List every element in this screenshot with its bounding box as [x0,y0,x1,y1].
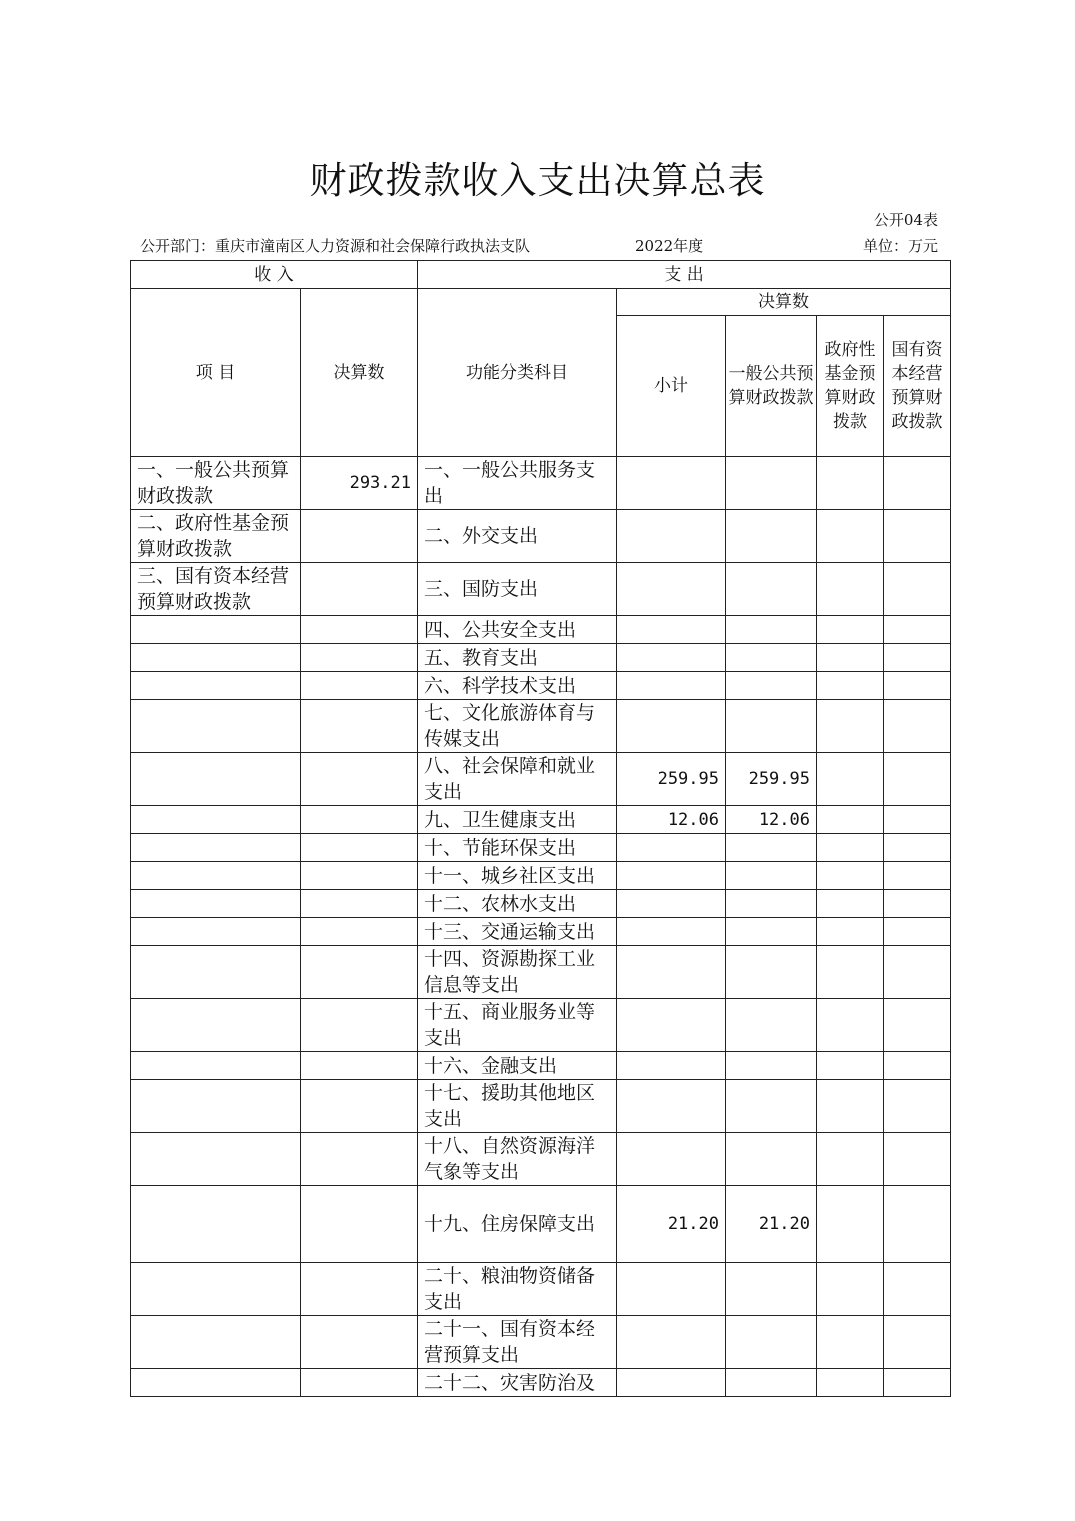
income-item [131,946,301,999]
income-amount [301,946,418,999]
state-capital-value [884,1133,951,1186]
gov-fund-value [817,672,884,700]
income-item [131,1316,301,1369]
header-income: 收 入 [131,261,418,289]
state-capital-value [884,1052,951,1080]
income-item [131,806,301,834]
gov-fund-value [817,700,884,753]
income-amount [301,1052,418,1080]
subtotal-value [617,834,726,862]
income-amount [301,644,418,672]
header-expense: 支 出 [418,261,951,289]
state-capital-value [884,563,951,616]
header-final-amount: 决算数 [301,289,418,457]
subtotal-value [617,616,726,644]
subtotal-value: 21.20 [617,1186,726,1263]
general-budget-value [726,1369,817,1397]
general-budget-value [726,862,817,890]
year-label: 2022年度 [635,237,704,255]
general-budget-value [726,890,817,918]
subtotal-value [617,1052,726,1080]
income-item [131,862,301,890]
table-row [131,1080,951,1133]
subtotal-value: 259.95 [617,753,726,806]
state-capital-value [884,918,951,946]
general-budget-value [726,700,817,753]
table-row [131,806,951,834]
income-amount [301,1133,418,1186]
expense-item: 十二、农林水支出 [418,890,617,918]
expense-item: 三、国防支出 [418,563,617,616]
table-row [131,672,951,700]
state-capital-value [884,672,951,700]
state-capital-value [884,1080,951,1133]
gov-fund-value [817,644,884,672]
income-item [131,1133,301,1186]
gov-fund-value [817,1263,884,1316]
general-budget-value [726,616,817,644]
table-row [131,1263,951,1316]
state-capital-value [884,946,951,999]
general-budget-value [726,1316,817,1369]
subtotal-value [617,510,726,563]
expense-item: 一、一般公共服务支出 [418,457,617,510]
table-row [131,700,951,753]
table-row [131,862,951,890]
state-capital-value [884,999,951,1052]
subtotal-value [617,644,726,672]
income-amount [301,918,418,946]
table-row [131,1316,951,1369]
expense-item: 二、外交支出 [418,510,617,563]
subtotal-value [617,1133,726,1186]
header-item: 项 目 [131,289,301,457]
income-item [131,616,301,644]
summary-table [130,260,951,1397]
state-capital-value [884,700,951,753]
expense-item: 十九、住房保障支出 [418,1186,617,1263]
income-item [131,1186,301,1263]
income-item: 二、政府性基金预算财政拨款 [131,510,301,563]
subtotal-value: 12.06 [617,806,726,834]
table-row [131,918,951,946]
subtotal-value [617,918,726,946]
state-capital-value [884,1186,951,1263]
state-capital-value [884,616,951,644]
income-item [131,644,301,672]
expense-item: 十五、商业服务业等支出 [418,999,617,1052]
header-final-amount-group: 决算数 [617,289,951,316]
subtotal-value [617,563,726,616]
gov-fund-value [817,890,884,918]
page-title: 财政拨款收入支出决算总表 [309,159,766,202]
expense-item: 十七、援助其他地区支出 [418,1080,617,1133]
header-general-budget: 一般公共预算财政拨款 [726,316,817,457]
state-capital-value [884,1263,951,1316]
general-budget-value [726,457,817,510]
general-budget-value [726,918,817,946]
form-code: 公开04表 [873,211,938,229]
table-row [131,890,951,918]
income-item: 一、一般公共预算财政拨款 [131,457,301,510]
table-row [131,753,951,806]
state-capital-value [884,457,951,510]
general-budget-value [726,834,817,862]
expense-item: 二十一、国有资本经营预算支出 [418,1316,617,1369]
gov-fund-value [817,1369,884,1397]
income-item [131,890,301,918]
general-budget-value [726,644,817,672]
income-item [131,834,301,862]
table-row [131,1052,951,1080]
general-budget-value: 12.06 [726,806,817,834]
subtotal-value [617,1080,726,1133]
income-item [131,918,301,946]
subtotal-value [617,1263,726,1316]
general-budget-value [726,510,817,563]
expense-item: 十四、资源勘探工业信息等支出 [418,946,617,999]
gov-fund-value [817,862,884,890]
gov-fund-value [817,616,884,644]
expense-item: 二十、粮油物资储备支出 [418,1263,617,1316]
table-row [131,946,951,999]
subtotal-value [617,672,726,700]
income-item: 三、国有资本经营预算财政拨款 [131,563,301,616]
subtotal-value [617,890,726,918]
expense-item: 八、社会保障和就业支出 [418,753,617,806]
gov-fund-value [817,999,884,1052]
income-item [131,700,301,753]
general-budget-value [726,672,817,700]
income-amount [301,616,418,644]
general-budget-value [726,946,817,999]
subtotal-value [617,457,726,510]
income-item [131,1080,301,1133]
state-capital-value [884,1316,951,1369]
income-item [131,1369,301,1397]
state-capital-value [884,890,951,918]
income-amount [301,753,418,806]
income-amount [301,834,418,862]
expense-item: 十八、自然资源海洋气象等支出 [418,1133,617,1186]
income-amount: 293.21 [301,457,418,510]
income-amount [301,890,418,918]
state-capital-value [884,834,951,862]
unit-label: 单位：万元 [862,237,938,255]
department-label: 公开部门：重庆市潼南区人力资源和社会保障行政执法支队 [140,237,531,255]
subtotal-value [617,1316,726,1369]
general-budget-value [726,1263,817,1316]
income-amount [301,1080,418,1133]
header-state-capital: 国有资本经营预算财政拨款 [884,316,951,457]
income-amount [301,1316,418,1369]
gov-fund-value [817,1316,884,1369]
general-budget-value: 259.95 [726,753,817,806]
income-amount [301,1186,418,1263]
subtotal-value [617,1369,726,1397]
table-row [131,563,951,616]
general-budget-value [726,999,817,1052]
income-amount [301,1263,418,1316]
subtotal-value [617,999,726,1052]
gov-fund-value [817,1052,884,1080]
income-item [131,999,301,1052]
expense-item: 四、公共安全支出 [418,616,617,644]
header-gov-fund: 政府性基金预算财政拨款 [817,316,884,457]
income-amount [301,806,418,834]
expense-item: 五、教育支出 [418,644,617,672]
state-capital-value [884,753,951,806]
gov-fund-value [817,1133,884,1186]
table-row [131,510,951,563]
subtotal-value [617,946,726,999]
gov-fund-value [817,457,884,510]
table-row [131,1369,951,1397]
state-capital-value [884,806,951,834]
gov-fund-value [817,1080,884,1133]
income-amount [301,563,418,616]
income-item [131,672,301,700]
gov-fund-value [817,806,884,834]
income-amount [301,1369,418,1397]
table-row [131,999,951,1052]
table-row [131,834,951,862]
expense-item: 十、节能环保支出 [418,834,617,862]
general-budget-value [726,1080,817,1133]
gov-fund-value [817,753,884,806]
header-subtotal: 小计 [617,316,726,457]
income-amount [301,672,418,700]
income-amount [301,510,418,563]
general-budget-value: 21.20 [726,1186,817,1263]
header-func-category: 功能分类科目 [418,289,617,457]
income-item [131,1052,301,1080]
expense-item: 十六、金融支出 [418,1052,617,1080]
state-capital-value [884,510,951,563]
table-row [131,1186,951,1263]
expense-item: 十一、城乡社区支出 [418,862,617,890]
income-item [131,1263,301,1316]
expense-item: 九、卫生健康支出 [418,806,617,834]
state-capital-value [884,862,951,890]
general-budget-value [726,563,817,616]
income-amount [301,999,418,1052]
table-row [131,644,951,672]
subtotal-value [617,700,726,753]
income-amount [301,700,418,753]
gov-fund-value [817,946,884,999]
gov-fund-value [817,918,884,946]
income-item [131,753,301,806]
gov-fund-value [817,1186,884,1263]
gov-fund-value [817,510,884,563]
general-budget-value [726,1052,817,1080]
expense-item: 十三、交通运输支出 [418,918,617,946]
state-capital-value [884,644,951,672]
gov-fund-value [817,563,884,616]
expense-item: 二十二、灾害防治及 [418,1369,617,1397]
table-row [131,457,951,510]
expense-item: 六、科学技术支出 [418,672,617,700]
subtotal-value [617,862,726,890]
gov-fund-value [817,834,884,862]
table-row [131,616,951,644]
expense-item: 七、文化旅游体育与传媒支出 [418,700,617,753]
general-budget-value [726,1133,817,1186]
state-capital-value [884,1369,951,1397]
income-amount [301,862,418,890]
table-row [131,1133,951,1186]
